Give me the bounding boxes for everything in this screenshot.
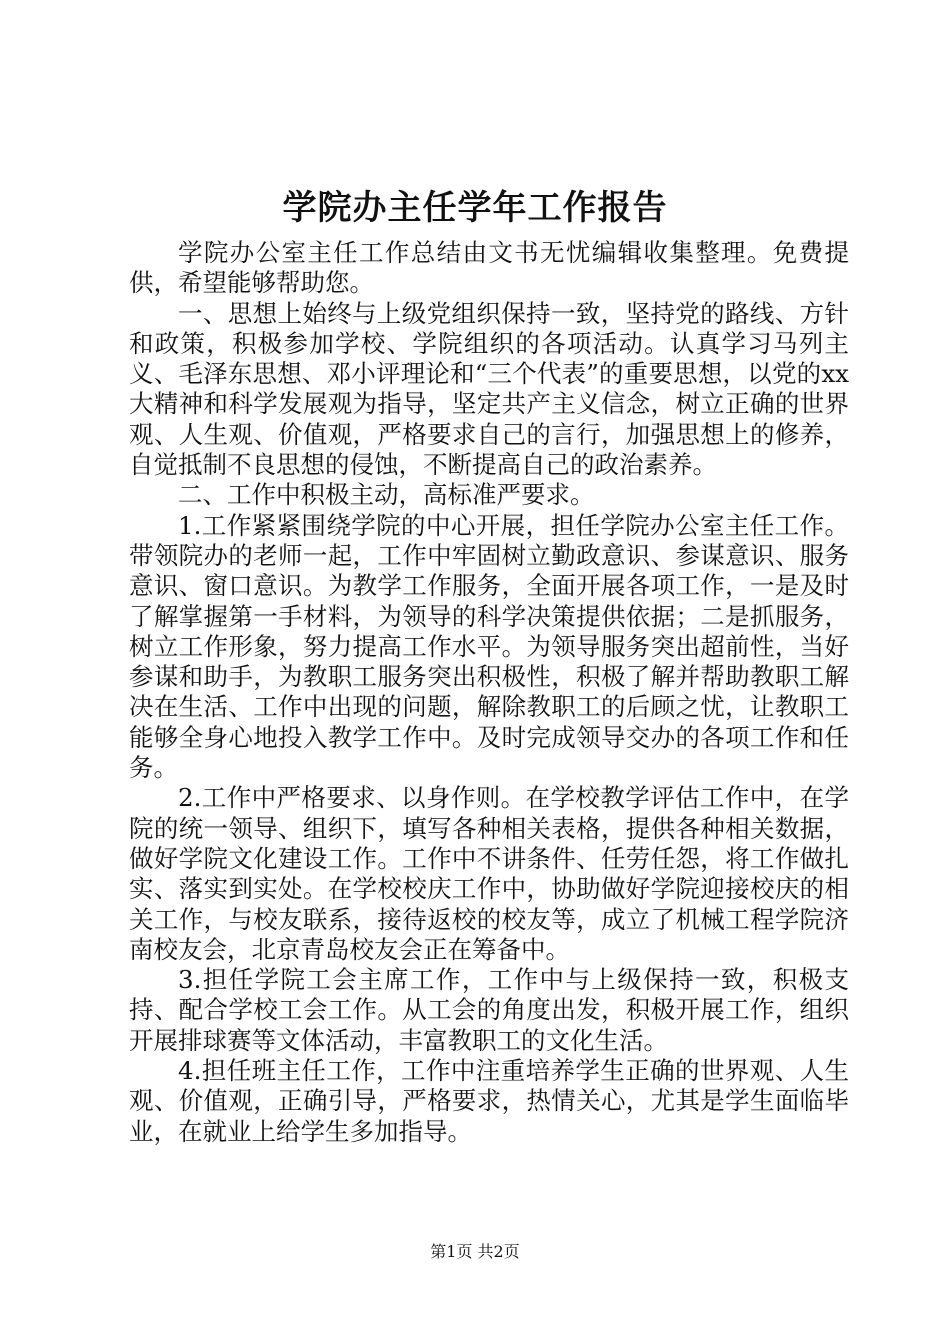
- item-two-paragraph: 2.工作中严格要求、以身作则。在学校教学评估工作中，在学院的统一领导、组织下，填写各种相关表格，提供各种相关数据，做好学院文化建设工作。工作中不讲条件、任劳任怨，将工作做扎实、落实到实处。在学校校庆工作中，协助做好学院迎接校庆的相关工作，与校友联系，接待返校的校友等，成立了机械工程学院济南校友会，北京青岛校友会正在筹备中。: [129, 783, 849, 964]
- document-body: [129, 238, 849, 1147]
- section-one-paragraph: 一、思想上始终与上级党组织保持一致，坚持党的路线、方针和政策，积极参加学校、学院组织的各项活动。认真学习马列主义、毛泽东思想、邓小评理论和“三个代表”的重要思想，以党的xx大精神和科学发展观为指导，坚定共产主义信念，树立正确的世界观、人生观、价值观，严格要求自己的言行，加强思想上的修养，自觉抵制不良思想的侵蚀，不断提高自己的政治素养。: [129, 298, 849, 480]
- page-footer: 第1页 共2页: [430, 1242, 520, 1261]
- item-four-paragraph: 4.担任班主任工作，工作中注重培养学生正确的世界观、人生观、价值观，正确引导，严格要求，热情关心，尤其是学生面临毕业，在就业上给学生多加指导。: [129, 1056, 849, 1146]
- document-title: 学院办主任学年工作报告: [282, 188, 668, 228]
- item-one-paragraph: 1.工作紧紧围绕学院的中心开展，担任学院办公室主任工作。带领院办的老师一起，工作中牢固树立勤政意识、参谋意识、服务意识、窗口意识。为教学工作服务，全面开展各项工作，一是及时了解掌握第一手材料，为领导的科学决策提供依据；二是抓服务，树立工作形象，努力提高工作水平。为领导服务突出超前性，当好参谋和助手，为教职工服务突出积极性，积极了解并帮助教职工解决在生活、工作中出现的问题，解除教职工的后顾之忧，让教职工能够全身心地投入教学工作中。及时完成领导交办的各项工作和任务。: [129, 510, 849, 783]
- intro-paragraph: 学院办公室主任工作总结由文书无忧编辑收集整理。免费提供，希望能够帮助您。: [129, 238, 849, 298]
- item-three-paragraph: 3.担任学院工会主席工作，工作中与上级保持一致，积极支持、配合学校工会工作。从工会的角度出发，积极开展工作，组织开展排球赛等文体活动，丰富教职工的文化生活。: [129, 965, 849, 1055]
- section-two-heading: 二、工作中积极主动，高标准严要求。: [178, 480, 595, 510]
